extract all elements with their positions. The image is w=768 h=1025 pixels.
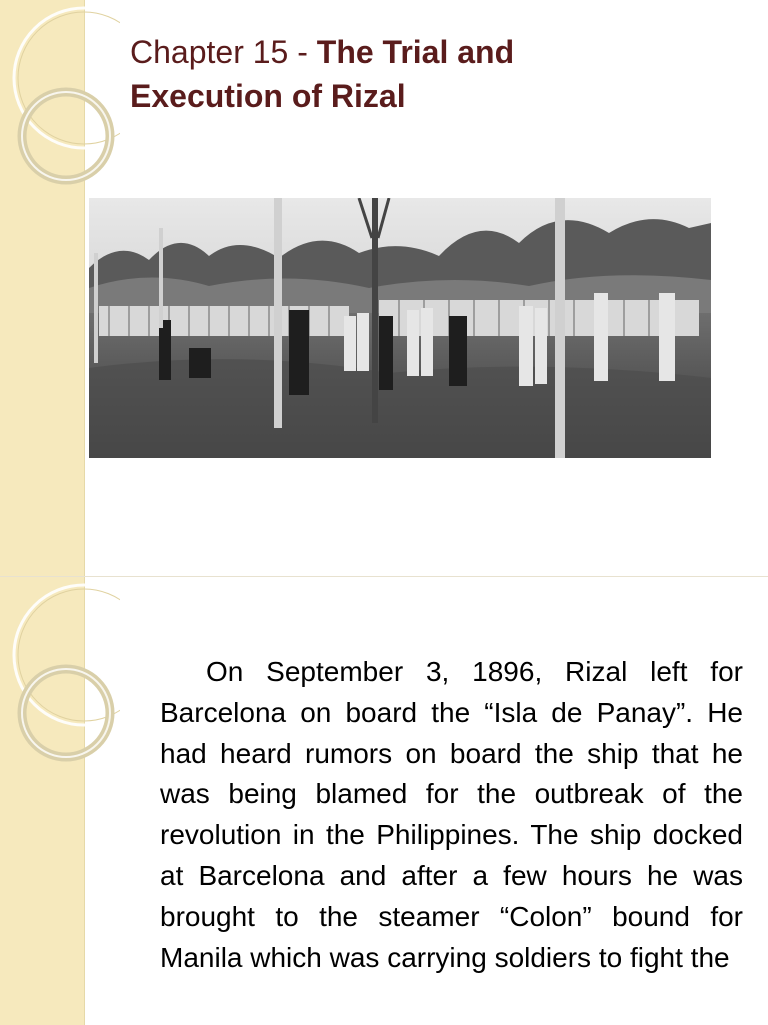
page-title xyxy=(130,30,730,118)
decorative-rings-icon xyxy=(0,0,120,220)
execution-photo-illustration xyxy=(89,198,711,458)
title-bold-line1: The Trial and xyxy=(316,34,515,70)
execution-photo xyxy=(89,198,711,458)
body-paragraph: On September 3, 1896, Rizal left for Barcelona on board the “Isla de Panay”. He had heard rumors on board the ship that he was being blamed for the outbreak of the revolution in the Philippines. The ship docked at Barcelona and after a few hours he was brought to the steamer “Colon” bound for Manila which was carrying soldiers to fight the xyxy=(160,656,743,973)
title-bold-line2: Execution of Rizal xyxy=(130,78,406,114)
title-prefix: Chapter 15 - xyxy=(130,34,317,70)
decorative-rings-icon xyxy=(0,577,120,797)
